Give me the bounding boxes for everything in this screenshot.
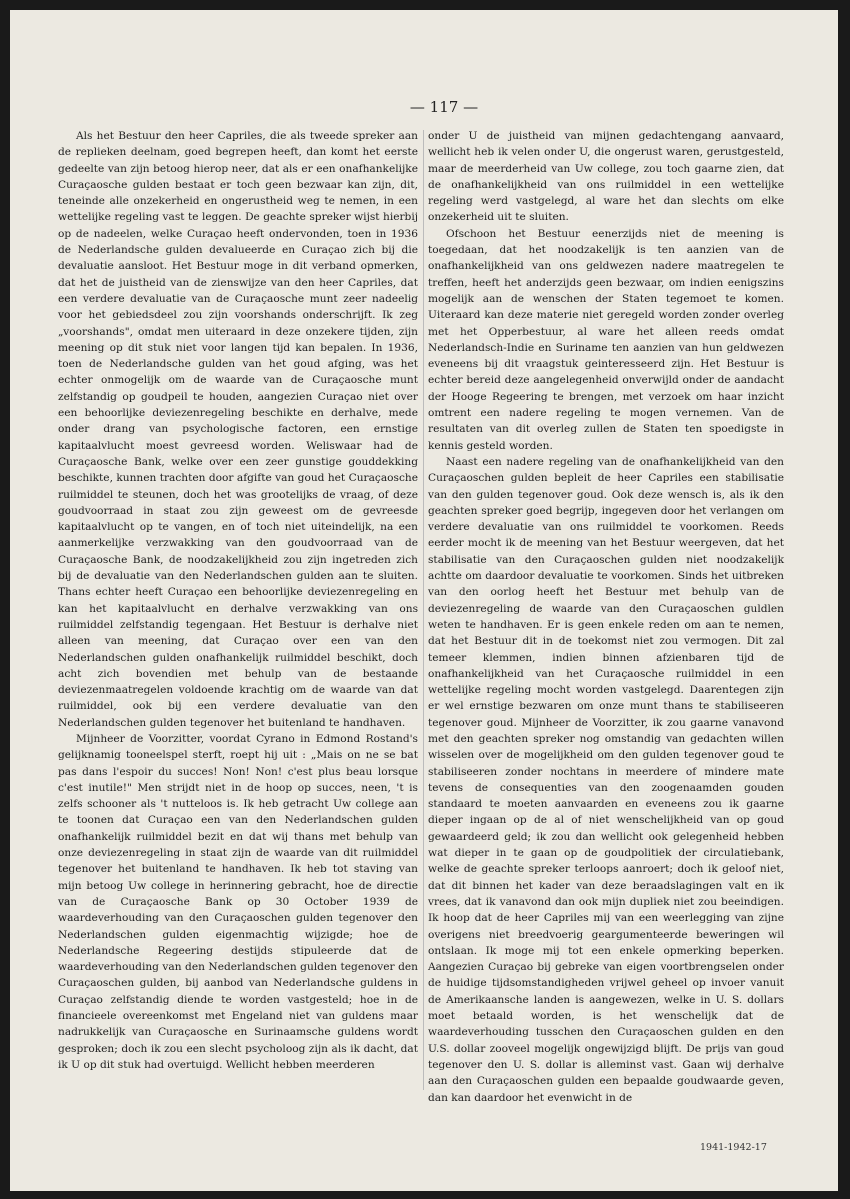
paragraph: Mijnheer de Voorzitter, voordat Cyrano in Edmond Rostand's gelijknamig tooneelspel sterft, roept hij uit : „Mais on ne se bat pas dans l'espoir du succes! Non! Non! c'est plus beau lorsque c'est inutile!" Men strijdt niet in de hoop op succes, neen, 't is zelfs schooner als 't nutteloos is. Ik heb getracht Uw college aan te toonen dat Curaçao een van den Nederlandschen gulden onafhankelijk ruilmiddel bezit en dat wij thans met behulp van onze deviezenregeling in staat zijn de waarde van dit ruilmiddel tegenover het buitenland te handhaven. Ik heb tot staving van mijn betoog Uw college in herinnering gebracht, hoe de directie van de Curaçaosche Bank op 30 October 1939 de waardeverhouding van den Curaçaoschen gulden tegenover den Nederlandschen gulden eigenmachtig wijzigde; hoe de Nederlandsche Regeering destijds stipuleerde dat de waardeverhouding van den Nederlandschen gulden tegenover den Curaçaoschen gulden, bij aanbod van Nederlandsche guldens in Curaçao zelfstandig diende te worden vastgesteld; hoe in de financieele overeenkomst met Engeland niet van guldens maar nadrukkelijk van Curaçaosche en Surinaamsche guldens wordt gesproken; doch ik zou een slecht psycholoog zijn als ik dacht, dat ik U op dit stuk had overtuigd. Wellicht hebben meerderen — [58, 732, 418, 1071]
left-column — [58, 128, 418, 1073]
column-divider — [423, 130, 424, 1090]
document-page — [10, 10, 838, 1191]
page-number: — 117 — — [409, 98, 479, 116]
paragraph: Ofschoon het Bestuur eenerzijds niet de meening is toegedaan, dat het noodzakelijk is ten aanzien van de onafhankelijkheid van ons geldwezen nadere maatregelen te treffen, heeft het anderzijds geen bezwaar, om indien eenigszins mogelijk aan de wenschen der Staten tegemoet te komen. Uiteraard kan deze materie niet geregeld worden zonder overleg met het Opperbestuur, al ware het alleen reeds omdat Nederlandsch-Indie en Suriname ten aanzien van hun geldwezen eveneens bij dit vraagstuk geinteresseerd zijn. Het Bestuur is echter bereid deze aangelegenheid onverwijld onder de aandacht der Hooge Regeering te brengen, met verzoek om haar inzicht omtrent een nadere regeling te mogen vernemen. Van de resultaten van dit overleg zullen de Staten ten spoedigste in kennis gesteld worden. — [428, 227, 784, 452]
footer-reference: 1941-1942-17 — [700, 1142, 767, 1153]
right-column — [428, 128, 784, 1106]
paragraph: Als het Bestuur den heer Capriles, die als tweede spreker aan de replieken deelnam, goed begrepen heeft, dan komt het eerste gedeelte van zijn betoog hierop neer, dat als er een onafhankelijke Curaçaosche gulden bestaat er toch geen bezwaar kan zijn, dit, teneinde alle onzekerheid en ongerustheid weg te nemen, in een wettelijke regeling vast te leggen. De geachte spreker wijst hierbij op de nadeelen, welke Curaçao heeft ondervonden, toen in 1936 de Nederlandsche gulden devalueerde en Curaçao zich bij die devaluatie aansloot. Het Bestuur moge in dit verband opmerken, dat het de juistheid van de zienswijze van den heer Capriles, dat een verdere devaluatie van de Curaçaosche munt zeer nadeelig voor het gebiedsdeel zou zijn voorshands onderschrijft. Ik zeg „voorshands", omdat men uiteraard in deze onzekere tijden, zijn meening op dit stuk niet voor langen tijd kan bepalen. In 1936, toen de Nederlandsche gulden van het goud afging, was het echter onmogelijk om de waarde van de Curaçaosche munt zelfstandig op goudpeil te houden, aangezien Curaçao niet over een behoorlijke deviezenregeling beschikte en derhalve, mede onder drang van psychologische factoren, een ernstige kapitaalvlucht moest gevreesd worden. Weliswaar had de Curaçaosche Bank, welke over een zeer gunstige gouddekking beschikte, kunnen trachten door afgifte van goud het Curaçaosche ruilmiddel te steunen, doch het was grootelijks de vraag, of deze goudvoorraad in staat zou zijn geweest om de gevreesde kapitaalvlucht op te vangen, en of toch niet uiteindelijk, na een aanmerkelijke verzwakking van den goudvoorraad van de Curaçaosche Bank, de noodzakelijkheid zou zijn ingetreden zich bij de devaluatie van den Nederlandschen gulden aan te sluiten. Thans echter heeft Curaçao een behoorlijke deviezenregeling en kan het kapitaalvlucht en derhalve verzwakking van ons ruilmiddel zelfstandig tegengaan. Het Bestuur is derhalve niet alleen van meening, dat Curaçao over een van den Nederlandschen gulden onafhankelijk ruilmiddel beschikt, doch acht zich bovendien met behulp van de bestaande deviezenmaatregelen voldoende krachtig om de waarde van dat ruilmiddel, ook bij een verdere devaluatie van den Nederlandschen gulden tegenover het buitenland te handhaven. — [58, 130, 418, 729]
paragraph: Naast een nadere regeling van de onafhankelijkheid van den Curaçaoschen gulden bepleit de heer Capriles een stabilisatie van den gulden tegenover goud. Ook deze wensch is, als ik den geachten spreker goed begrijp, ingegeven door het verlangen om verdere devaluatie van ons ruilmiddel te voorkomen. Reeds eerder mocht ik de meening van het Bestuur weergeven, dat het stabilisatie van den Curaçaoschen gulden niet noodzakelijk achtte om daardoor devaluatie te voorkomen. Sinds het uitbreken van den oorlog heeft het Bestuur met behulp van de deviezenregeling de waarde van den Curaçaoschen guldlen weten te handhaven. Er is geen enkele reden om aan te nemen, dat het Bestuur dit in de toekomst niet zou vermogen. Dit zal temeer klemmen, indien binnen afzienbaren tijd de onafhankelijkheid van het Curaçaosche ruilmiddel in een wettelijke regeling mocht worden vastgelegd. Daarentegen zijn er wel ernstige bezwaren om onze munt thans te stabiliseeren tegenover goud. Mijnheer de Voorzitter, ik zou gaarne vanavond met den geachten spreker nog omstandig van gedachten willen wisselen over de mogelijkheid om den gulden tegenover goud te stabiliseeren zonder nochtans in meerdere of mindere mate tevens de consequenties van den zoogenaamden gouden standaard te moeten aanvaarden en eveneens zou ik gaarne dieper ingaan op de al of niet wenschelijkheid van op goud gewaardeerd geld; ik zou dan wellicht ook gelegenheid hebben wat dieper in te gaan op de goudpolitiek der circulatiebank, welke de geachte spreker terloops aanroert; doch ik geloof niet, dat dit binnen het kader van deze beraadslagingen valt en ik vrees, dat ik vanavond dan ook mijn dupliek niet zou beeindigen. Ik hoop dat de heer Capriles mij van een weerlegging van zijne overigens niet breedvoerig geargumenteerde beweringen wil ontslaan. Ik moge mij tot een enkele opmerking beperken. Aangezien Curaçao bij gebreke van eigen voortbrengselen onder de huidige tijdsomstandigheden vrijwel geheel op invoer vanuit de Amerikaansche landen is aangewezen, welke in U. S. dollars moet betaald worden, is het wenschelijk dat de waardeverhouding tusschen den Curaçaoschen gulden en den U.S. dollar zooveel mogelijk ongewijzigd blijft. De prijs van goud tegenover den U. S. dollar is alleminst vast. Gaan wij derhalve aan den Curaçaoschen gulden een bepaalde goudwaarde geven, dan kan daardoor het evenwicht in de — [428, 455, 784, 1104]
paragraph: onder U de juistheid van mijnen gedachtengang aanvaard, wellicht heb ik velen onder U, die ongerust waren, gerustgesteld, maar de meerderheid van Uw college, zou toch gaarne zien, dat de onafhankelijkheid van ons ruilmiddel in een wettelijke regeling werd vastgelegd, al ware het dan slechts om elke onzekerheid uit te sluiten. — [428, 130, 784, 224]
